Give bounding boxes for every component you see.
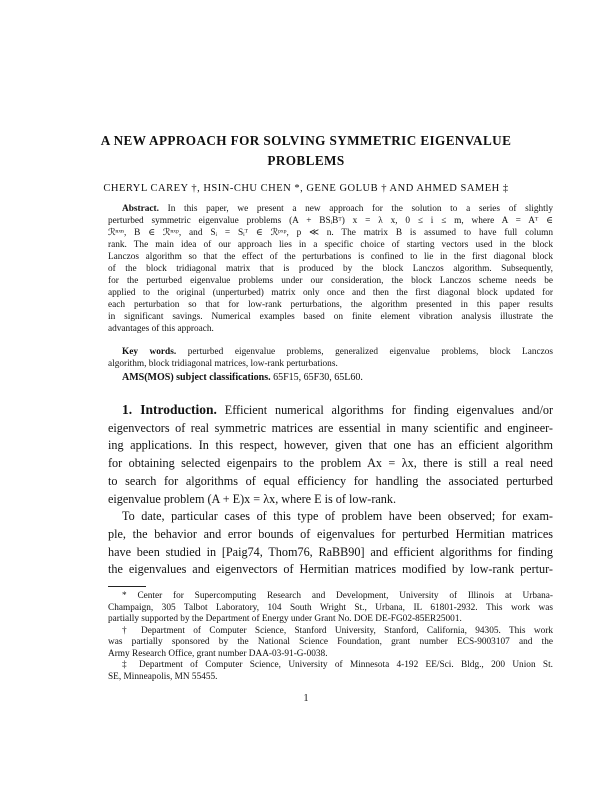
footnotes: [108, 591, 553, 683]
line-text: algorithm, block tridiagonal matrices, low-rank perturbations.: [108, 359, 338, 369]
text-line: [108, 526, 553, 544]
abstract: [108, 203, 553, 335]
text-line: [108, 672, 553, 684]
text-line: [108, 626, 553, 638]
line-text: ‡ Department of Computer Science, University of Minnesota 4-192 EE/Sci. Bldg., 200 Union St.: [122, 660, 553, 670]
text-line: [108, 591, 553, 603]
line-text: Army Research Office, grant number DAA-03-91-G-0038.: [108, 648, 328, 659]
line-text: to search for algorithms of equal efficiency for handling the associated perturbed: [108, 473, 553, 488]
text-line: [108, 660, 553, 672]
line-text: perturbed symmetric eigenvalue problems (A + BSᵢBᵀ) x = λ x, 0 ≤ i ≤ m, where A = Aᵀ ∈: [108, 216, 553, 226]
line-text: eigenvalue problem (A + E)x = λx, where E is of low-rank.: [108, 491, 397, 506]
line-text: have been studied in [Paig74, Thom76, RaBB90] and efficient algorithms for finding: [108, 544, 553, 559]
line-text: perturbed eigenvalue problems, generalized eigenvalue problems, block Lanczos: [187, 347, 553, 357]
line-text: Lanczos algorithm so that the effect of the perturbations is confined to lie in the first diagonal block: [108, 252, 553, 262]
keywords-label: Key words.: [122, 347, 177, 357]
text-line: [108, 561, 553, 579]
text-line: [108, 239, 553, 251]
text-line: [108, 346, 553, 358]
text-line: [108, 473, 553, 491]
line-text: † Department of Computer Science, Stanford University, Stanford, California, 94305. This work: [122, 625, 553, 636]
line-text: of the block tridiagonal matrix that is produced by the block Lanczos algorithm. Subsequently,: [108, 264, 553, 274]
text-line: [108, 614, 553, 626]
line-text: advantages of this approach.: [108, 324, 214, 334]
line-text: rank. The main idea of our approach lies in a specific choice of starting vectors used in the block: [108, 240, 553, 250]
ams-classifications: [108, 371, 553, 385]
keywords: [108, 346, 553, 370]
line-text: partially supported by the Department of Energy under Grant No. DOE DE-FG02-85ER25001.: [108, 614, 462, 624]
section-heading: 1. Introduction.: [122, 402, 217, 417]
line-text: To date, particular cases of this type of problem have been observed; for exam-: [122, 509, 553, 524]
text-line: [108, 215, 553, 227]
line-text: the eigenvalues and eigenvectors of Hermitian matrices modified by low-rank pertur-: [108, 562, 553, 577]
text-line: [108, 401, 553, 420]
ams-codes: 65F15, 65F30, 65L60.: [273, 372, 363, 383]
line-text: Efficient numerical algorithms for finding eigenvalues and/or: [224, 403, 553, 417]
title-line: PROBLEMS: [267, 153, 345, 168]
text-line: [108, 508, 553, 526]
line-text: for the perturbed eigenvalue problems under our consideration, the block Lanczos scheme needs be: [108, 276, 553, 286]
line-text: Champaign, 305 Talbot Laboratory, 104 South Wright St., Urbana, IL 61801-2932. This work was: [108, 602, 553, 613]
line-text: * Center for Supercomputing Research and Development, University of Illinois at Urbana-: [122, 591, 553, 601]
line-text: each perturbation so that for low-rank perturbations, the algorithm presented in this paper results: [108, 300, 553, 310]
line-text: SE, Minneapolis, MN 55455.: [108, 671, 218, 682]
line-text: In this paper, we present a new approach for the solution to a series of slightly: [167, 204, 553, 214]
text-line: [108, 358, 553, 370]
line-text: in significant savings. Numerical examples based on finite element vibration analysis illustrate the: [108, 312, 553, 322]
page-number: 1: [303, 693, 309, 704]
text-line: [108, 544, 553, 562]
line-text: was partially sponsored by the National Science Foundation, grant number ECS-9003107 and the: [108, 637, 553, 647]
title-line: A NEW APPROACH FOR SOLVING SYMMETRIC EIGENVALUE: [100, 133, 512, 148]
abstract-label: Abstract.: [122, 204, 159, 214]
line-text: ple, the behavior and error bounds of eigenvalues for perturbed Hermitian matrices: [108, 526, 553, 541]
text-line: [108, 227, 553, 239]
footnote-rule: [108, 586, 146, 587]
line-text: ing applications. In this respect, however, given that one has an efficient algorithm: [108, 438, 553, 453]
line-text: applied to the original (unperturbed) matrix only once and then the first diagonal block updated for: [108, 288, 553, 298]
paper-title: [60, 131, 552, 171]
introduction-section: [108, 401, 553, 579]
text-line: [108, 263, 553, 275]
line-text: ℛⁿˣⁿ, B ∈ ℛⁿˣᵖ, and Sᵢ = Sᵢᵀ ∈ ℛᵖˣᵖ, p ≪ n. The matrix B is assumed to have full column: [108, 228, 553, 238]
text-line: [108, 251, 553, 263]
text-line: [108, 420, 553, 438]
text-line: [108, 287, 553, 299]
text-line: [108, 299, 553, 311]
ams-label: AMS(MOS) subject classifications.: [122, 372, 271, 383]
authors: CHERYL CAREY †, HSIN-CHU CHEN *, GENE GOLUB † AND AHMED SAMEH ‡: [103, 183, 509, 194]
text-line: [108, 437, 553, 455]
line-text: for obtaining selected eigenpairs to the problem Ax = λx, there is still a real need: [108, 456, 553, 471]
text-line: [108, 491, 553, 509]
text-line: [108, 455, 553, 473]
text-line: [108, 603, 553, 615]
text-line: [108, 649, 553, 661]
text-line: [108, 275, 553, 287]
text-line: [108, 311, 553, 323]
text-line: [108, 203, 553, 215]
text-line: [108, 323, 553, 335]
line-text: eigenvectors of real symmetric matrices are essential in many scientific and engineer-: [108, 420, 553, 435]
text-line: [108, 637, 553, 649]
